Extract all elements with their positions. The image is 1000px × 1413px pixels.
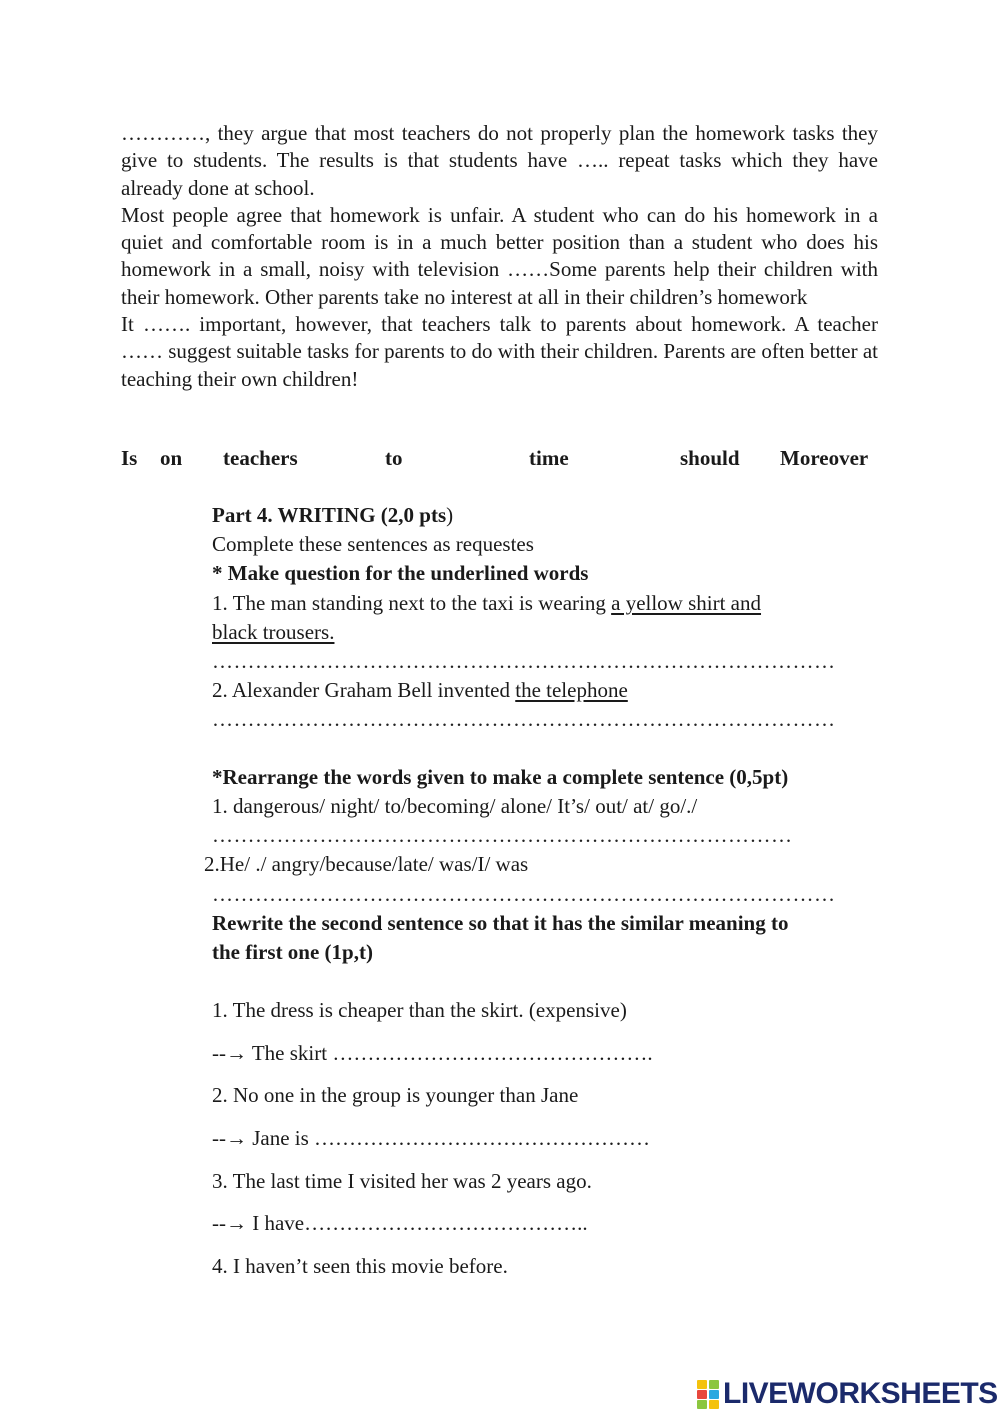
rewrite-question-4: 4. I haven’t seen this movie before. (212, 1254, 508, 1278)
rewrite-answer-2[interactable]: --→ Jane is ………………………………………… (212, 1126, 651, 1150)
rewrite-answer-1[interactable]: --→ The skirt ………………………………………. (212, 1041, 653, 1065)
rewrite-answer-3[interactable]: --→ I have………………………………….. (212, 1211, 588, 1235)
answer-blank-1[interactable]: …………………………………………………………………………… (212, 649, 836, 673)
part4-instruction: Complete these sentences as requestes (212, 532, 534, 556)
word-bank-item: on (160, 446, 183, 470)
question-2: 2. Alexander Graham Bell invented the telephone (212, 678, 628, 702)
word-bank-item: to (385, 446, 403, 470)
liveworksheets-logo-icon (697, 1379, 721, 1409)
rearrange-question-2: 2.He/ ./ angry/because/late/ was/I/ was (204, 852, 529, 876)
underlined-phrase: a yellow shirt and (611, 591, 762, 615)
section-heading-rewrite-continued: the first one (1p,t) (212, 940, 373, 964)
reading-passage (121, 120, 878, 393)
word-bank-item: time (529, 446, 569, 470)
section-heading-rearrange: *Rearrange the words given to make a complete sentence (0,5pt) (212, 765, 789, 789)
answer-blank-2[interactable]: …………………………………………………………………………… (212, 707, 836, 731)
liveworksheets-logo[interactable] (697, 1377, 998, 1411)
rearrange-question-1: 1. dangerous/ night/ to/becoming/ alone/ It’s/ out/ at/ go/./ (212, 794, 698, 818)
section-heading-make-question: * Make question for the underlined words (212, 561, 589, 585)
word-bank-item: should (680, 446, 740, 470)
rewrite-question-3: 3. The last time I visited her was 2 years ago. (212, 1169, 592, 1193)
passage-paragraph-2: Most people agree that homework is unfair. A student who can do his homework in a quiet and comfortable room is in a much better position than a student who does his homework in a small, noisy with television ……Some parents help their children with their homework. Other parents take no interest at all in their children’s homework (121, 202, 878, 309)
word-bank-item: Is (121, 446, 138, 470)
underlined-phrase: black trousers. (212, 620, 335, 644)
answer-blank-4[interactable]: …………………………………………………………………………… (212, 882, 836, 906)
part4-title: Part 4. WRITING (2,0 pts) (212, 503, 454, 527)
answer-blank-3[interactable]: ……………………………………………………………………… (212, 823, 793, 847)
section-heading-rewrite: Rewrite the second sentence so that it has the similar meaning to (212, 911, 789, 935)
rewrite-question-2: 2. No one in the group is younger than Jane (212, 1083, 579, 1107)
passage-paragraph-3: It ……. important, however, that teachers talk to parents about homework. A teacher …… suggest suitable tasks for parents to do with their children. Parents are often better at teaching their own children! (121, 312, 878, 391)
rewrite-question-1: 1. The dress is cheaper than the skirt. (expensive) (212, 998, 627, 1022)
underlined-phrase: the telephone (515, 678, 628, 702)
passage-paragraph-1: …………, they argue that most teachers do not properly plan the homework tasks they give to students. The results is that students have ….. repeat tasks which they have already done at school. (121, 121, 878, 200)
liveworksheets-logo-text: LIVEWORKSHEETS (723, 1377, 998, 1410)
word-bank-item: teachers (223, 446, 298, 470)
word-bank-item: Moreover (780, 446, 869, 470)
question-1-continued (212, 619, 334, 646)
question-1: 1. The man standing next to the taxi is wearing a yellow shirt and (212, 591, 762, 615)
